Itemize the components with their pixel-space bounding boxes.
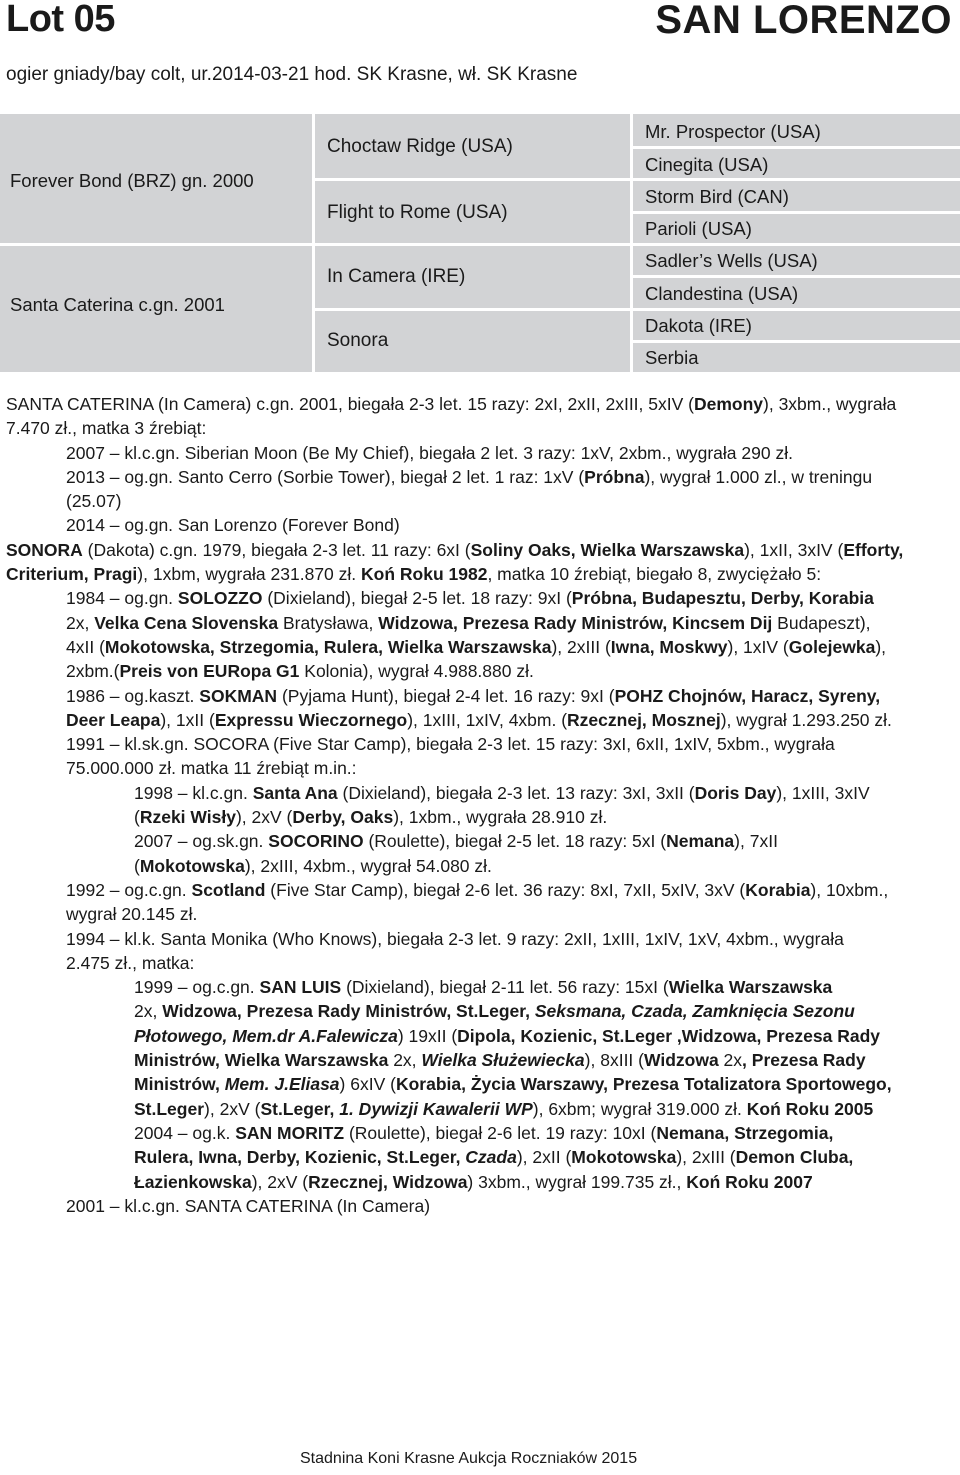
pedigree-table [0, 114, 960, 372]
pedigree-divider [630, 178, 960, 181]
pedigree-divider [630, 275, 960, 278]
pedigree-grandparent: In Camera (IRE) [327, 266, 466, 287]
granddam-offspring: 2x, Velka Cena Slovenska Bratysława, Widzowa, Prezesa Rady Ministrów, Kincsem Dij Budapeszt), [66, 612, 871, 633]
pedigree-great-grandparent: Clandestina (USA) [645, 283, 799, 304]
granddam-offspring: Deer Leapa), 1xII (Expressu Wieczornego), 1xIII, 1xIV, 4xbm. (Rzecznej, Mosznej), wygrał 1.293.250 zł. [66, 709, 892, 730]
pedigree-divider [630, 308, 960, 311]
pedigree-divider [312, 178, 630, 181]
page-footer: Stadnina Koni Krasne Aukcja Roczniaków 2015 [300, 1450, 638, 1467]
granddam-offspring: 2001 – kl.c.gn. SANTA CATERINA (In Camera) [66, 1195, 431, 1216]
pedigree-divider [630, 211, 960, 214]
santa-monika-offspring: St.Leger), 2xV (St.Leger, 1. Dywizji Kawalerii WP), 6xbm; wygrał 319.000 zł. Koń Roku 2005 [134, 1098, 874, 1119]
socora-offspring: 1998 – kl.c.gn. Santa Ana (Dixieland), biegała 2-3 let. 13 razy: 3xI, 3xII (Doris Day), 1xIII, 3xIV [134, 782, 870, 803]
granddam-offspring: 1992 – og.c.gn. Scotland (Five Star Camp), biegał 2-6 let. 36 razy: 8xI, 7xII, 5xIV, 3xV (Korabia), 10xbm., [66, 879, 889, 900]
horse-name: SAN LORENZO [655, 0, 952, 42]
socora-offspring: (Mokotowska), 2xIII, 4xbm., wygrał 54.080 zł. [134, 855, 492, 876]
santa-monika-offspring: 2004 – og.k. SAN MORITZ (Roulette), biegał 2-6 let. 19 razy: 10xI (Nemana, Strzegomia, [134, 1122, 834, 1143]
pedigree-great-grandparent: Dakota (IRE) [645, 315, 752, 336]
santa-monika-offspring: Ministrów, Mem. J.Eliasa) 6xIV (Korabia, Życia Warszawy, Prezesa Totalizatora Sportowego, [134, 1074, 892, 1095]
pedigree-great-grandparent: Serbia [645, 347, 699, 368]
santa-monika-offspring: Ministrów, Wielka Warszawska 2x, Wielka Służewiecka), 8xIII (Widzowa 2x, Prezesa Rady [134, 1050, 866, 1071]
pedigree-sire: Forever Bond (BRZ) gn. 2000 [10, 170, 254, 191]
granddam-offspring: 2xbm.(Preis von EURopa G1 Kolonia), wygrał 4.988.880 zł. [66, 661, 534, 682]
dam-offspring: 2007 – kl.c.gn. Siberian Moon (Be My Chief), biegała 2 let. 3 razy: 1xV, 2xbm., wygrała 290 zł. [66, 442, 793, 463]
granddam-offspring: 4xII (Mokotowska, Strzegomia, Rulera, Wielka Warszawska), 2xIII (Iwna, Moskwy), 1xIV (Golejewka), [66, 636, 887, 657]
pedigree-grandparent: Choctaw Ridge (USA) [327, 136, 513, 157]
dam-line: 7.470 zł., matka 3 źrebiąt: [6, 418, 207, 439]
lot-number: Lot 05 [6, 0, 115, 40]
horse-subtitle: ogier gniady/bay colt, ur.2014-03-21 hod. SK Krasne, wł. SK Krasne [6, 64, 578, 85]
granddam-offspring: 1994 – kl.k. Santa Monika (Who Knows), biegała 2-3 let. 9 razy: 2xII, 1xIII, 1xIV, 1xV, 4xbm., wygrała [66, 928, 844, 949]
granddam-line: SONORA (Dakota) c.gn. 1979, biegała 2-3 let. 11 razy: 6xI (Soliny Oaks, Wielka Warszawska), 1xII, 3xIV (Efforty, [6, 539, 904, 560]
santa-monika-offspring: 2x, Widzowa, Prezesa Rady Ministrów, St.Leger, Seksmana, Czada, Zamknięcia Sezonu [134, 1001, 855, 1022]
granddam-offspring: wygrał 20.145 zł. [66, 904, 198, 925]
santa-monika-offspring: Rulera, Iwna, Derby, Kozienic, St.Leger, Czada), 2xII (Mokotowska), 2xIII (Demon Cluba, [134, 1147, 854, 1168]
granddam-offspring: 1984 – og.gn. SOLOZZO (Dixieland), biegał 2-5 let. 18 razy: 9xI (Próbna, Budapesztu, Derby, Korabia [66, 588, 874, 609]
pedigree-divider [312, 308, 630, 311]
socora-offspring: 2007 – og.sk.gn. SOCORINO (Roulette), biegał 2-5 let. 18 razy: 5xI (Nemana), 7xII [134, 831, 778, 852]
pedigree-divider [630, 243, 960, 246]
pedigree-great-grandparent: Mr. Prospector (USA) [645, 121, 821, 142]
family-text [0, 392, 960, 1218]
granddam-offspring: 1986 – og.kaszt. SOKMAN (Pyjama Hunt), biegał 2-4 let. 16 razy: 9xI (POHZ Chojnów, Haracz, Syreny, [66, 685, 881, 706]
pedigree-grandparent: Sonora [327, 330, 389, 351]
dam-offspring: 2013 – og.gn. Santo Cerro (Sorbie Tower), biegał 2 let. 1 raz: 1xV (Próbna), wygrał 1.000 zl., w treningu [66, 466, 873, 487]
granddam-offspring: 1991 – kl.sk.gn. SOCORA (Five Star Camp), biegała 2-3 let. 15 razy: 3xI, 6xII, 1xIV, 5xbm., wygrała [66, 734, 835, 755]
granddam-offspring: 75.000.000 zł. matka 11 źrebiąt m.in.: [66, 758, 357, 779]
dam-offspring: 2014 – og.gn. San Lorenzo (Forever Bond) [66, 515, 400, 536]
pedigree-great-grandparent: Parioli (USA) [645, 218, 752, 239]
pedigree-grandparent: Flight to Rome (USA) [327, 202, 508, 223]
pedigree-divider [0, 243, 312, 246]
granddam-offspring: 2.475 zł., matka: [66, 952, 195, 973]
dam-offspring: (25.07) [66, 491, 122, 512]
santa-monika-offspring: Łazienkowska), 2xV (Rzecznej, Widzowa) 3xbm., wygrał 199.735 zł., Koń Roku 2007 [134, 1171, 813, 1192]
pedigree-dam: Santa Caterina c.gn. 2001 [10, 294, 225, 315]
pedigree-great-grandparent: Storm Bird (CAN) [645, 186, 789, 207]
pedigree-divider [312, 243, 630, 246]
pedigree-divider [630, 146, 960, 149]
dam-line: SANTA CATERINA (In Camera) c.gn. 2001, biegała 2-3 let. 15 razy: 2xI, 2xII, 2xIII, 5xIV (Demony), 3xbm., wygrała [6, 394, 897, 414]
pedigree-great-grandparent: Cinegita (USA) [645, 154, 769, 175]
pedigree-great-grandparent: Sadler’s Wells (USA) [645, 250, 818, 271]
granddam-line: Criterium, Pragi), 1xbm, wygrała 231.870 zł. Koń Roku 1982, matka 10 źrebiąt, biegało 8, zwyciężało 5: [6, 564, 822, 585]
santa-monika-offspring: Płotowego, Mem.dr A.Falewicza) 19xII (Dipola, Kozienic, St.Leger ,Widzowa, Prezesa Rady [134, 1025, 881, 1046]
santa-monika-offspring: 1999 – og.c.gn. SAN LUIS (Dixieland), biegał 2-11 let. 56 razy: 15xI (Wielka Warszawska [134, 977, 833, 998]
socora-offspring: (Rzeki Wisły), 2xV (Derby, Oaks), 1xbm., wygrała 28.910 zł. [134, 807, 608, 828]
pedigree-divider [630, 340, 960, 343]
